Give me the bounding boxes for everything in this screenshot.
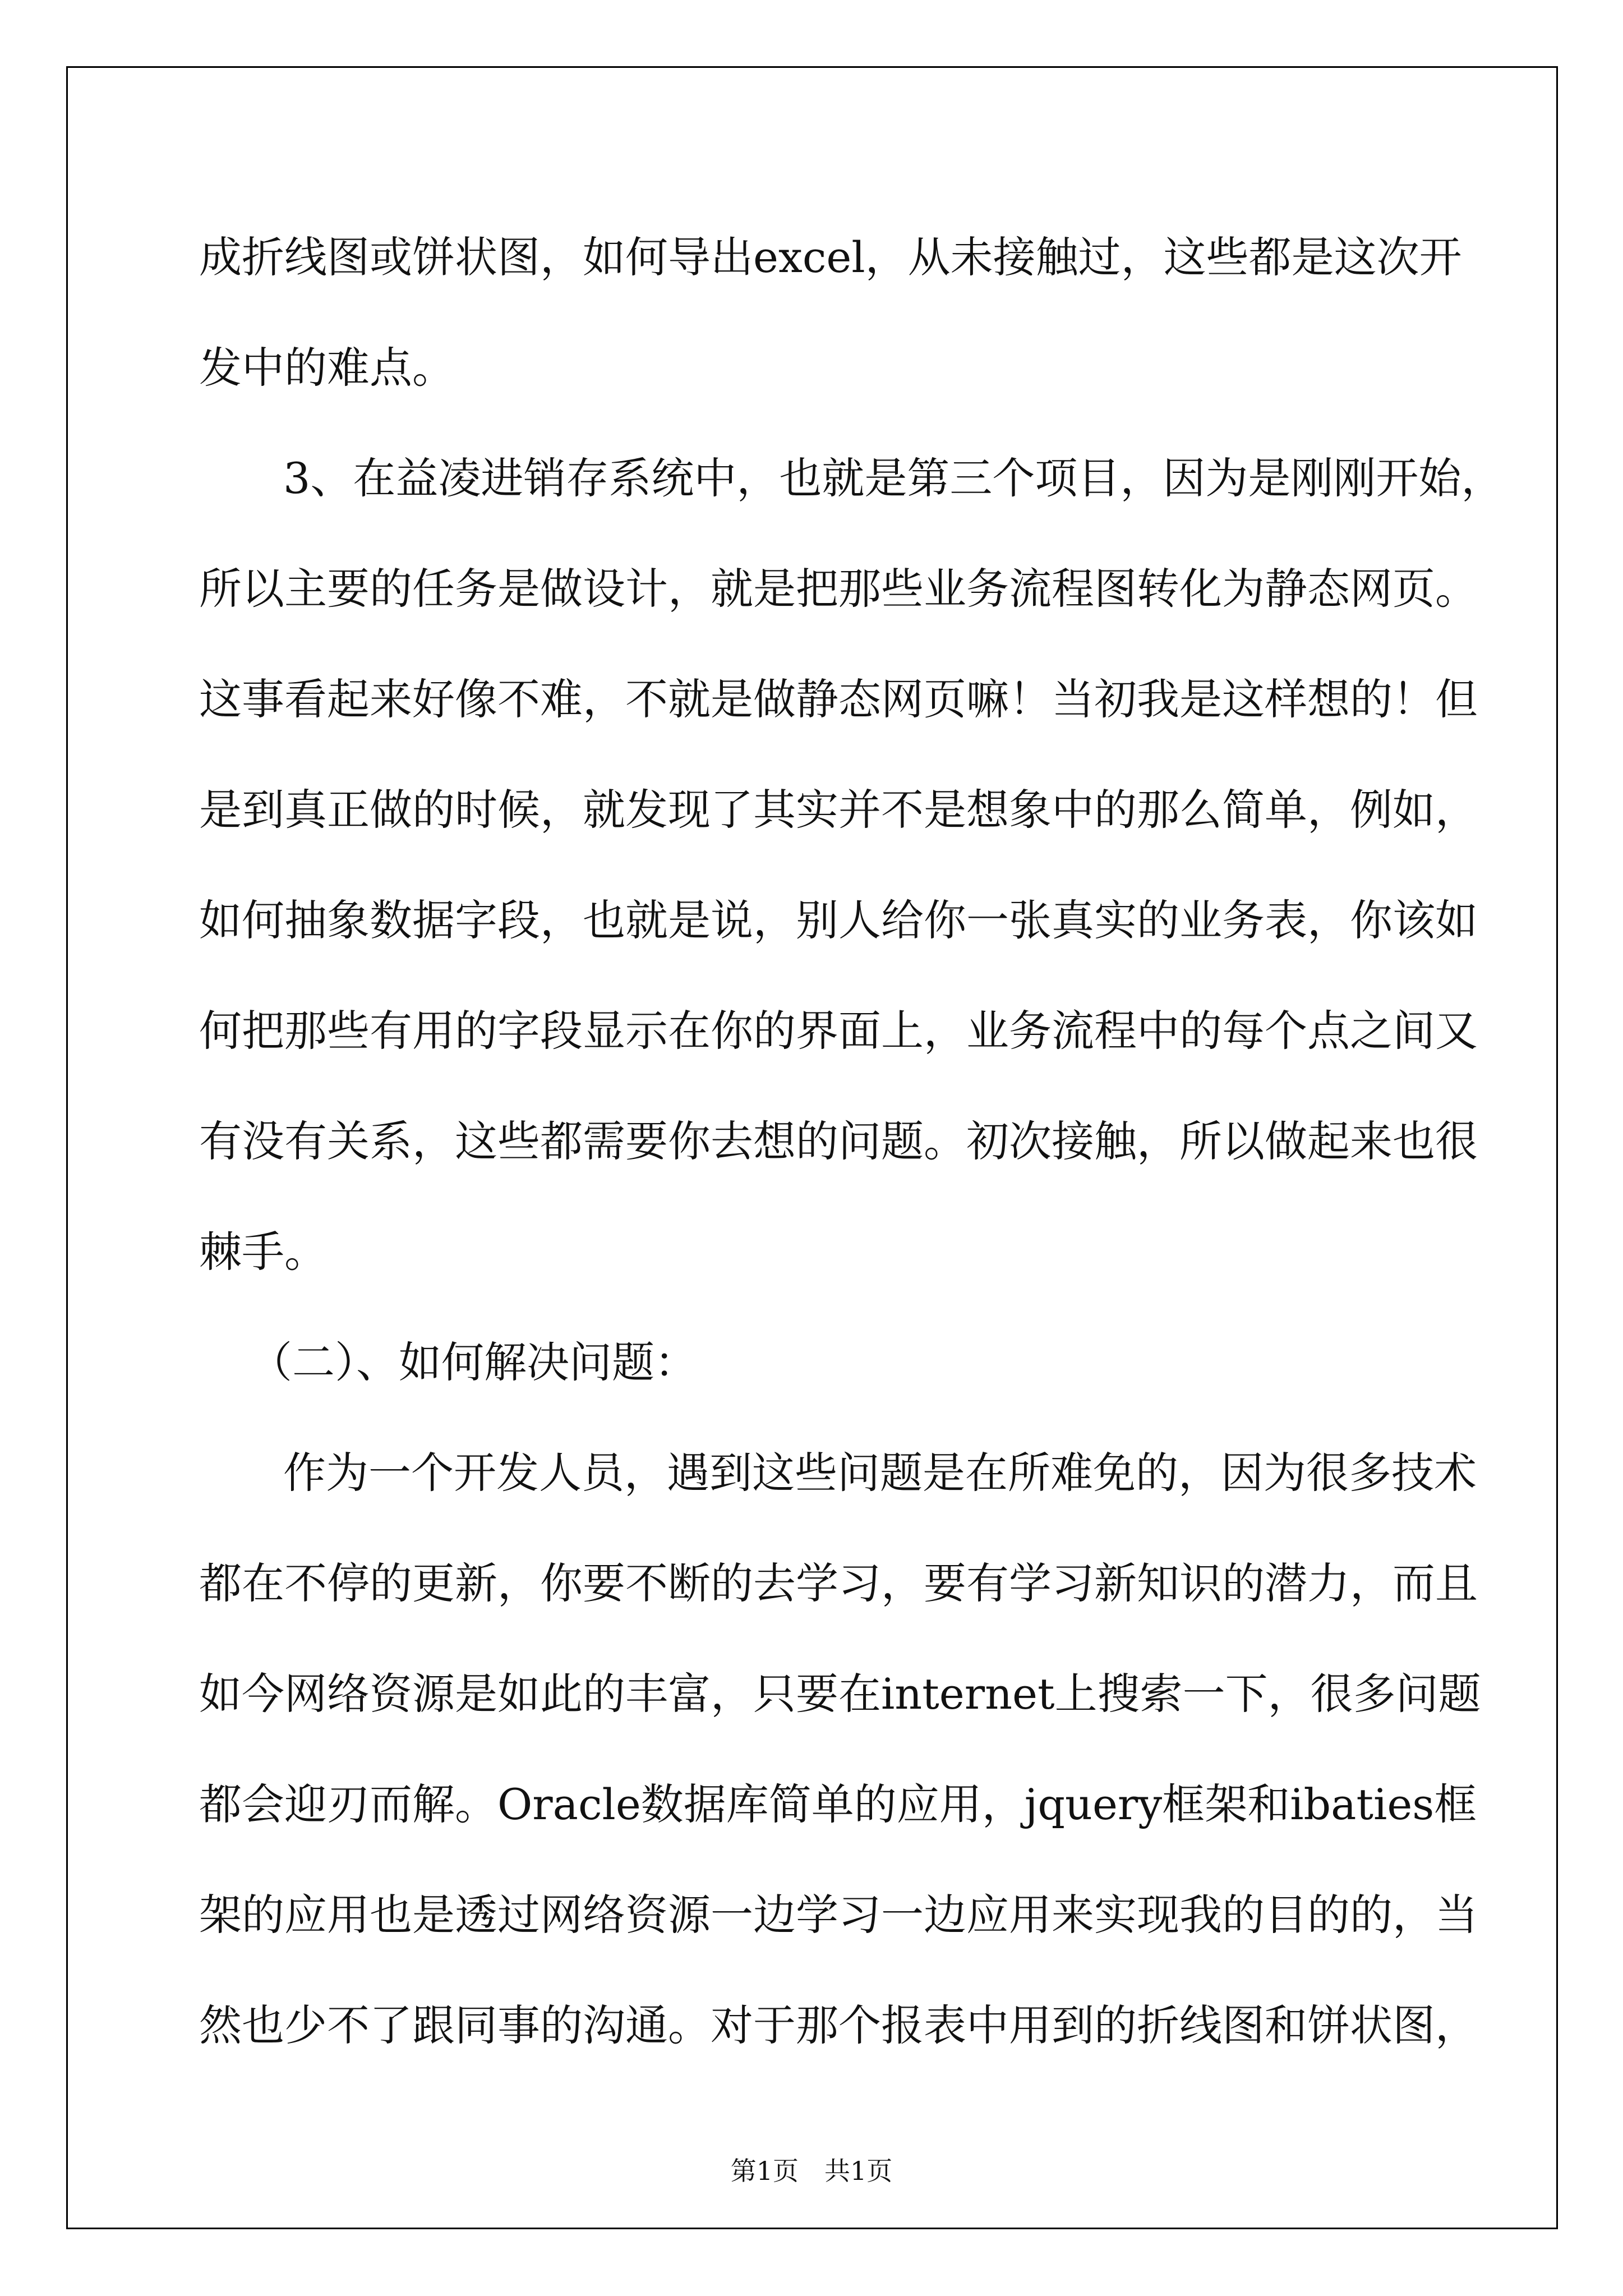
section-heading: （二）、如何解决问题：	[250, 1337, 697, 1387]
text-line-10: 棘手。	[199, 1227, 327, 1277]
text-line-14: 如今网络资源是如此的丰富，只要在internet上搜索一下，很多问题	[199, 1669, 1481, 1719]
text-line-2: 发中的难点。	[199, 343, 455, 393]
text-line-4: 所以主要的任务是做设计，就是把那些业务流程图转化为静态网页。	[199, 564, 1478, 614]
text-line-17: 然也少不了跟同事的沟通。对于那个报表中用到的折线图和饼状图，	[199, 2000, 1478, 2050]
text-line-9: 有没有关系，这些都需要你去想的问题。初次接触，所以做起来也很	[199, 1116, 1478, 1166]
page-footer: 第1页 共1页	[730, 2156, 893, 2186]
text-line-8: 何把那些有用的字段显示在你的界面上，业务流程中的每个点之间又	[199, 1006, 1478, 1056]
text-line-1: 成折线图或饼状图，如何导出excel，从未接触过，这些都是这次开	[199, 232, 1462, 282]
document-body	[199, 202, 1504, 2081]
text-line-6: 是到真正做的时候，就发现了其实并不是想象中的那么简单，例如，	[199, 785, 1478, 835]
text-line-7: 如何抽象数据字段，也就是说，别人给你一张真实的业务表，你该如	[199, 895, 1478, 945]
text-line-5: 这事看起来好像不难，不就是做静态网页嘛！当初我是这样想的！但	[199, 674, 1478, 724]
text-line-13: 都在不停的更新，你要不断的去学习，要有学习新知识的潜力，而且	[199, 1558, 1478, 1608]
text-line-12: 作为一个开发人员，遇到这些问题是在所难免的，因为很多技术	[283, 1448, 1477, 1498]
text-line-15: 都会迎刃而解。Oracle数据库简单的应用，jquery框架和ibaties框	[199, 1779, 1477, 1829]
text-line-16: 架的应用也是透过网络资源一边学习一边应用来实现我的目的的，当	[199, 1890, 1478, 1940]
text-line-3: 3、在益凌进销存系统中，也就是第三个项目，因为是刚刚开始，	[283, 453, 1504, 503]
